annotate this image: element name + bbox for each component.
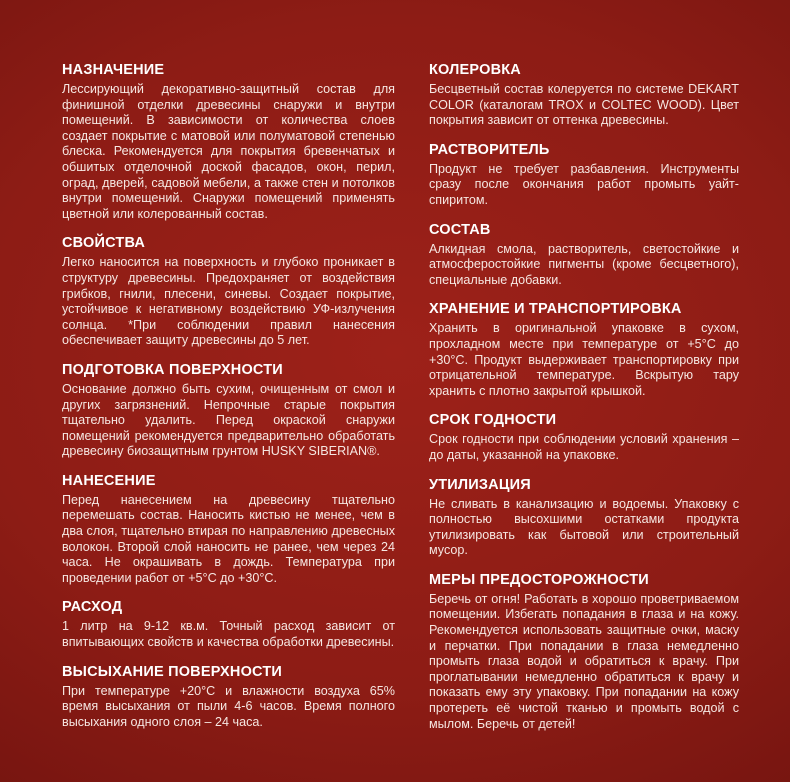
section-srok-godnosti (429, 412, 739, 463)
section-rastvoritel (429, 142, 739, 209)
section-nanesenie (62, 473, 395, 587)
section-heading: ПОДГОТОВКА ПОВЕРХНОСТИ (62, 361, 283, 378)
section-body: Легко наносится на поверхность и глубоко проникает в структуру древесины. Предохраняет от воздействия грибков, гнили, плесени, синевы. Создает покрытие, устойчивое к негативному воздействию УФ-излучения солнца. *При соблюдении правил нанесения обеспечивает защиту древесины до 5 лет. (62, 255, 395, 348)
right-column (429, 62, 739, 762)
section-svoystva (62, 235, 395, 349)
section-heading: КОЛЕРОВКА (429, 62, 521, 78)
section-body: Беречь от огня! Работать в хорошо проветриваемом помещении. Избегать попадания в глаза и на кожу. Рекомендуется использовать защитные очки, маску и перчатки. При попадании в глаза немедленно промыть глаза водой и обратиться к врачу. При проглатывании немедленно обратиться к врачу и показать ему эту упаковку. При попадании на кожу протереть её чистой тканью и промыть водой с мылом. Беречь от детей! (429, 591, 739, 731)
section-body: 1 литр на 9-12 кв.м. Точный расход зависит от впитывающих свойств и качества обработки древесины. (62, 619, 395, 650)
section-body: Бесцветный состав колеруется по системе DEKART COLOR (каталогам TROX и COLTEC WOOD). Цвет покрытия зависит от оттенка древесины. (429, 82, 739, 128)
section-heading: МЕРЫ ПРЕДОСТОРОЖНОСТИ (429, 571, 649, 588)
section-rashod (62, 599, 395, 650)
section-heading: ХРАНЕНИЕ И ТРАНСПОРТИРОВКА (429, 301, 682, 318)
section-heading: НАЗНАЧЕНИЕ (62, 62, 165, 78)
section-kolerovka (429, 62, 739, 129)
section-heading: СОСТАВ (429, 221, 491, 238)
section-body: Перед нанесением на древесину тщательно перемешать состав. Наносить кистью не менее, чем в два слоя, тщательно втирая по направлению древесных волокон. Второй слой наносить не ранее, чем через 24 часа. Не окрашивать в дождь. Температура при проведении работ от +5°C до +30°C. (62, 492, 395, 585)
section-naznachenie (62, 62, 395, 222)
section-body: Алкидная смола, растворитель, светостойкие и атмосферостойкие пигменты (кроме бесцветного), специальные добавки. (429, 241, 739, 287)
section-body: Срок годности при соблюдении условий хранения – до даты, указанной на упаковке. (429, 432, 739, 462)
section-heading: СВОЙСТВА (62, 235, 146, 252)
section-heading: РАСТВОРИТЕЛЬ (429, 141, 550, 158)
two-column-layout (62, 62, 742, 762)
section-heading: СРОК ГОДНОСТИ (429, 412, 557, 429)
section-body: Продукт не требует разбавления. Инструменты сразу после окончания работ промыть уайт-спиритом. (429, 161, 739, 207)
section-mery-predostorozhnosti (429, 572, 739, 732)
section-podgotovka-poverhnosti (62, 362, 395, 460)
left-column (62, 62, 395, 762)
section-sostav (429, 222, 739, 289)
section-hranenie-i-transportirovka (429, 301, 739, 399)
section-heading: РАСХОД (62, 599, 123, 616)
section-body: При температуре +20°C и влажности воздуха 65% время высыхания от пыли 4-6 часов. Время полного высыхания одного слоя – 24 часа. (62, 683, 395, 729)
section-vysyhanie-poverhnosti (62, 664, 395, 731)
section-body: Лессирующий декоративно-защитный состав для финишной отделки древесины снаружи и внутри помещений. В зависимости от количества слоев создает покрытие с матовой или полуматовой степенью блеска. Рекомендуется для покрытия бревенчатых и обшитых отделочной доской фасадов, окон, перил, оград, дверей, садовой мебели, а также стен и потолков внутри помещений. Снаружи помещений применять цветной или колерованный состав. (62, 82, 395, 221)
section-body: Не сливать в канализацию и водоемы. Упаковку с полностью высохшими остатками продукта утилизировать как бытовой или строительный мусор. (429, 496, 739, 558)
section-body: Хранить в оригинальной упаковке в сухом, прохладном месте при температуре от +5°C до +30°C. Продукт выдерживает транспортировку при отрицательной температуре. Вскрытую тару хранить с плотно закрытой крышкой. (429, 321, 739, 398)
section-heading: НАНЕСЕНИЕ (62, 472, 156, 489)
section-heading: ВЫСЫХАНИЕ ПОВЕРХНОСТИ (62, 663, 283, 680)
section-heading: УТИЛИЗАЦИЯ (429, 476, 531, 493)
section-body: Основание должно быть сухим, очищенным от смол и других загрязнений. Непрочные старые покрытия тщательно удалить. Перед окраской снаружи помещений рекомендуется предварительно обработать древесину биозащитным грунтом HUSKY SIBERIAN®. (62, 381, 395, 459)
section-utilizaciya (429, 477, 739, 559)
